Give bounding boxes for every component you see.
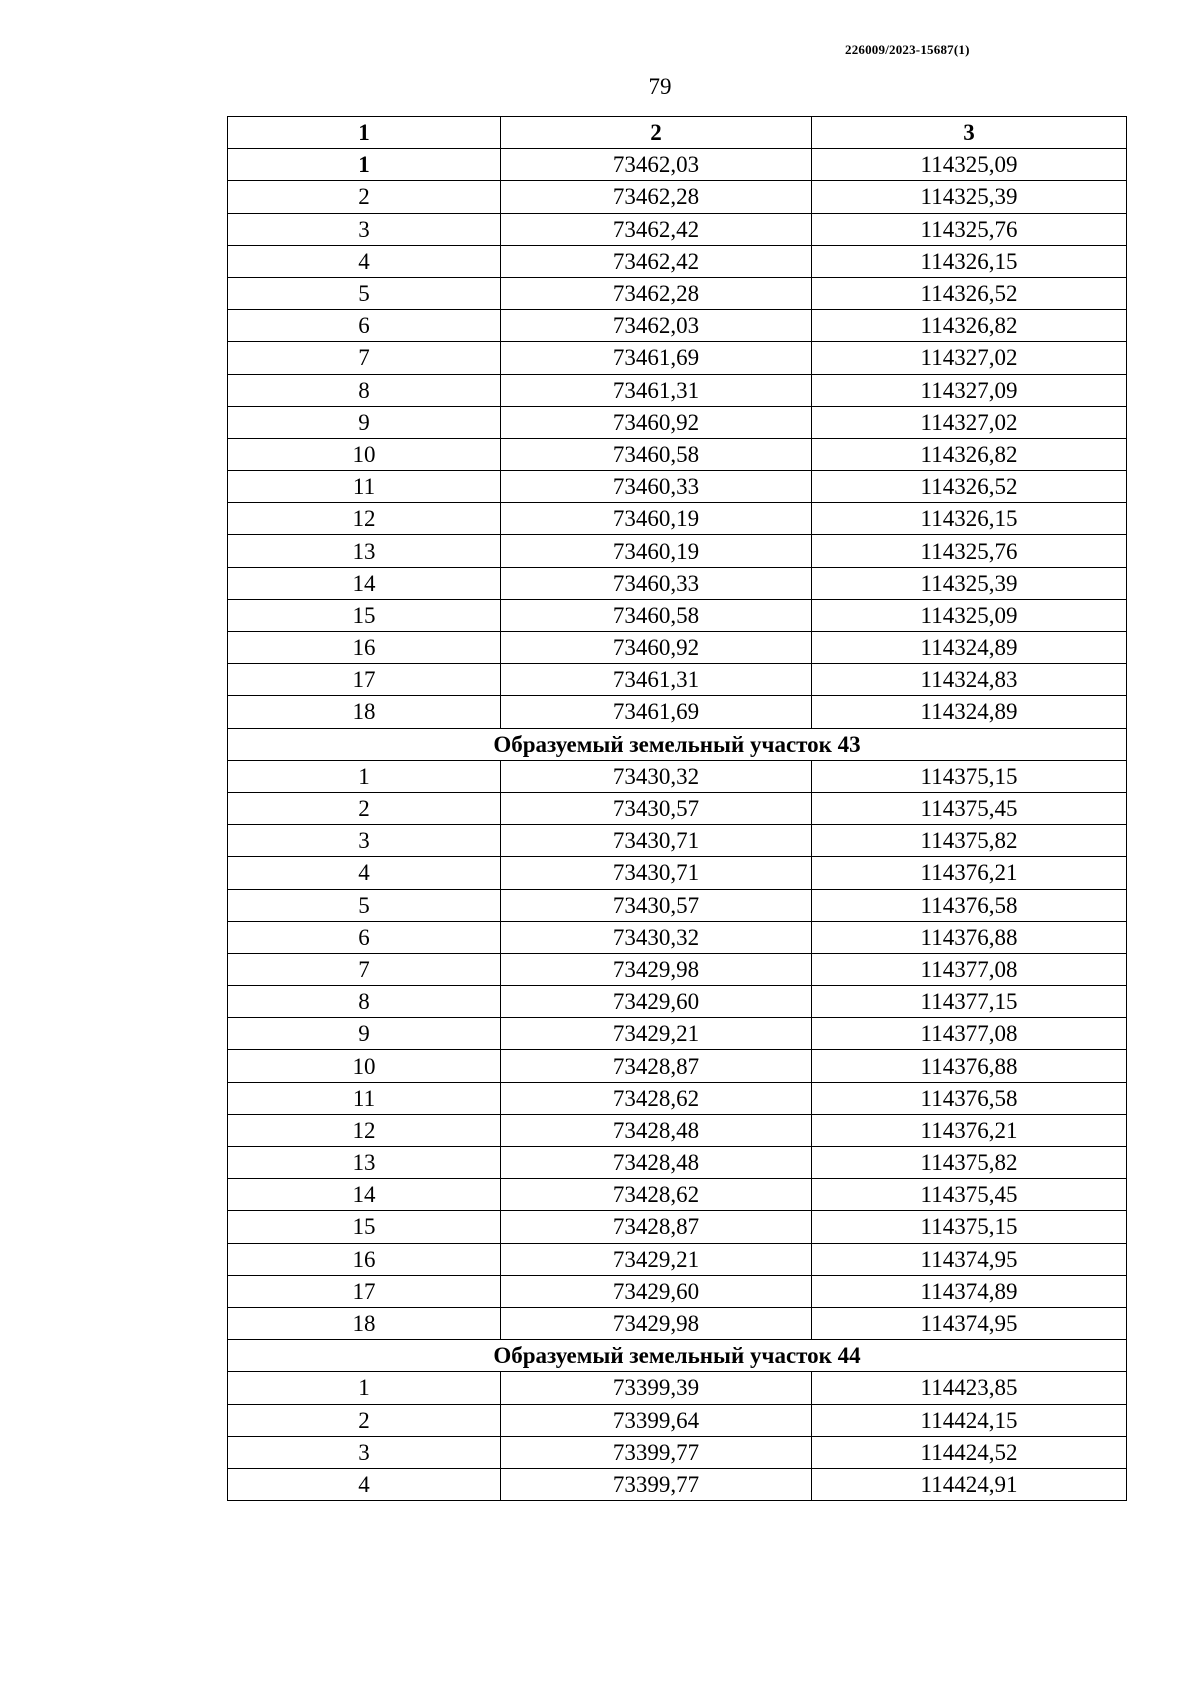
table-row	[228, 825, 1127, 857]
y-coordinate-cell: 114325,09	[812, 149, 1127, 181]
table-row	[228, 1404, 1127, 1436]
point-number-cell: 13	[228, 535, 501, 567]
table-row	[228, 1436, 1127, 1468]
table-row	[228, 503, 1127, 535]
table-row	[228, 1114, 1127, 1146]
x-coordinate-cell: 73430,32	[501, 760, 812, 792]
point-number-cell: 9	[228, 406, 501, 438]
table-row	[228, 953, 1127, 985]
x-coordinate-cell: 73462,28	[501, 181, 812, 213]
x-coordinate-cell: 73460,58	[501, 438, 812, 470]
x-coordinate-cell: 73462,42	[501, 245, 812, 277]
y-coordinate-cell: 114325,39	[812, 181, 1127, 213]
x-coordinate-cell: 73460,92	[501, 406, 812, 438]
column-header-x-coordinate: 2	[501, 117, 812, 149]
table-row	[228, 664, 1127, 696]
table-row	[228, 1179, 1127, 1211]
y-coordinate-cell: 114375,15	[812, 760, 1127, 792]
point-number-cell: 8	[228, 986, 501, 1018]
x-coordinate-cell: 73429,21	[501, 1018, 812, 1050]
table-row	[228, 471, 1127, 503]
table-row	[228, 696, 1127, 728]
y-coordinate-cell: 114376,88	[812, 921, 1127, 953]
point-number-cell: 2	[228, 792, 501, 824]
table-row	[228, 1275, 1127, 1307]
table-header-row	[228, 117, 1127, 149]
x-coordinate-cell: 73461,31	[501, 374, 812, 406]
table-row	[228, 535, 1127, 567]
point-number-cell: 3	[228, 1436, 501, 1468]
point-number-cell: 6	[228, 310, 501, 342]
x-coordinate-cell: 73430,71	[501, 825, 812, 857]
y-coordinate-cell: 114375,45	[812, 792, 1127, 824]
x-coordinate-cell: 73460,92	[501, 632, 812, 664]
x-coordinate-cell: 73399,39	[501, 1372, 812, 1404]
table-row	[228, 406, 1127, 438]
y-coordinate-cell: 114324,89	[812, 632, 1127, 664]
y-coordinate-cell: 114326,15	[812, 503, 1127, 535]
table-row	[228, 245, 1127, 277]
y-coordinate-cell: 114324,89	[812, 696, 1127, 728]
table-row	[228, 1372, 1127, 1404]
y-coordinate-cell: 114374,89	[812, 1275, 1127, 1307]
y-coordinate-cell: 114325,76	[812, 213, 1127, 245]
column-header-point-number: 1	[228, 117, 501, 149]
x-coordinate-cell: 73430,71	[501, 857, 812, 889]
y-coordinate-cell: 114375,15	[812, 1211, 1127, 1243]
x-coordinate-cell: 73460,33	[501, 471, 812, 503]
table-row	[228, 1082, 1127, 1114]
y-coordinate-cell: 114326,52	[812, 277, 1127, 309]
section-title: Образуемый земельный участок 43	[228, 728, 1127, 760]
page-number: 79	[648, 74, 672, 99]
x-coordinate-cell: 73461,69	[501, 342, 812, 374]
point-number-cell: 4	[228, 1468, 501, 1500]
y-coordinate-cell: 114325,39	[812, 567, 1127, 599]
y-coordinate-cell: 114374,95	[812, 1307, 1127, 1339]
table-row	[228, 921, 1127, 953]
point-number-cell: 15	[228, 599, 501, 631]
x-coordinate-cell: 73399,77	[501, 1468, 812, 1500]
x-coordinate-cell: 73429,60	[501, 1275, 812, 1307]
x-coordinate-cell: 73399,64	[501, 1404, 812, 1436]
table-row	[228, 1211, 1127, 1243]
table-header	[228, 117, 1127, 149]
x-coordinate-cell: 73462,03	[501, 310, 812, 342]
y-coordinate-cell: 114377,08	[812, 1018, 1127, 1050]
y-coordinate-cell: 114324,83	[812, 664, 1127, 696]
document-reference-number: 226009/2023-15687(1)	[845, 42, 970, 57]
x-coordinate-cell: 73460,19	[501, 535, 812, 567]
y-coordinate-cell: 114376,58	[812, 1082, 1127, 1114]
point-number-cell: 16	[228, 632, 501, 664]
table-row	[228, 149, 1127, 181]
x-coordinate-cell: 73428,62	[501, 1179, 812, 1211]
table-row	[228, 213, 1127, 245]
x-coordinate-cell: 73462,03	[501, 149, 812, 181]
point-number-cell: 6	[228, 921, 501, 953]
y-coordinate-cell: 114375,45	[812, 1179, 1127, 1211]
point-number-cell: 1	[228, 760, 501, 792]
y-coordinate-cell: 114327,09	[812, 374, 1127, 406]
y-coordinate-cell: 114375,82	[812, 1147, 1127, 1179]
y-coordinate-cell: 114424,15	[812, 1404, 1127, 1436]
x-coordinate-cell: 73428,48	[501, 1147, 812, 1179]
x-coordinate-cell: 73460,33	[501, 567, 812, 599]
point-number-cell: 2	[228, 181, 501, 213]
table-row	[228, 438, 1127, 470]
table-row	[228, 1468, 1127, 1500]
table-row	[228, 277, 1127, 309]
table-row	[228, 1050, 1127, 1082]
y-coordinate-cell: 114375,82	[812, 825, 1127, 857]
table-row	[228, 632, 1127, 664]
x-coordinate-cell: 73430,57	[501, 889, 812, 921]
point-number-cell: 12	[228, 1114, 501, 1146]
point-number-cell: 5	[228, 889, 501, 921]
y-coordinate-cell: 114424,91	[812, 1468, 1127, 1500]
x-coordinate-cell: 73429,98	[501, 953, 812, 985]
x-coordinate-cell: 73430,32	[501, 921, 812, 953]
x-coordinate-cell: 73430,57	[501, 792, 812, 824]
table-body	[228, 149, 1127, 1501]
point-number-cell: 4	[228, 857, 501, 889]
section-title-row	[228, 728, 1127, 760]
point-number-cell: 14	[228, 567, 501, 599]
table-row	[228, 181, 1127, 213]
x-coordinate-cell: 73428,62	[501, 1082, 812, 1114]
table-row	[228, 1018, 1127, 1050]
y-coordinate-cell: 114326,15	[812, 245, 1127, 277]
point-number-cell: 9	[228, 1018, 501, 1050]
section-title-row	[228, 1340, 1127, 1372]
table-row	[228, 889, 1127, 921]
point-number-cell: 11	[228, 1082, 501, 1114]
y-coordinate-cell: 114376,58	[812, 889, 1127, 921]
y-coordinate-cell: 114327,02	[812, 406, 1127, 438]
table-row	[228, 760, 1127, 792]
point-number-cell: 17	[228, 664, 501, 696]
table-row	[228, 1147, 1127, 1179]
point-number-cell: 16	[228, 1243, 501, 1275]
point-number-cell: 3	[228, 825, 501, 857]
y-coordinate-cell: 114376,21	[812, 1114, 1127, 1146]
y-coordinate-cell: 114376,21	[812, 857, 1127, 889]
x-coordinate-cell: 73428,87	[501, 1050, 812, 1082]
table-row	[228, 599, 1127, 631]
point-number-cell: 7	[228, 342, 501, 374]
y-coordinate-cell: 114424,52	[812, 1436, 1127, 1468]
point-number-cell: 14	[228, 1179, 501, 1211]
point-number-cell: 8	[228, 374, 501, 406]
point-number-cell: 10	[228, 438, 501, 470]
table-row	[228, 567, 1127, 599]
point-number-cell: 12	[228, 503, 501, 535]
column-header-y-coordinate: 3	[812, 117, 1127, 149]
point-number-cell: 18	[228, 1307, 501, 1339]
y-coordinate-cell: 114423,85	[812, 1372, 1127, 1404]
table-row	[228, 792, 1127, 824]
y-coordinate-cell: 114376,88	[812, 1050, 1127, 1082]
x-coordinate-cell: 73428,87	[501, 1211, 812, 1243]
point-number-cell: 1	[228, 149, 501, 181]
x-coordinate-cell: 73462,28	[501, 277, 812, 309]
x-coordinate-cell: 73429,98	[501, 1307, 812, 1339]
point-number-cell: 13	[228, 1147, 501, 1179]
table-row	[228, 1243, 1127, 1275]
table-row	[228, 342, 1127, 374]
y-coordinate-cell: 114327,02	[812, 342, 1127, 374]
point-number-cell: 7	[228, 953, 501, 985]
table-row	[228, 857, 1127, 889]
point-number-cell: 11	[228, 471, 501, 503]
x-coordinate-cell: 73461,31	[501, 664, 812, 696]
point-number-cell: 4	[228, 245, 501, 277]
section-title: Образуемый земельный участок 44	[228, 1340, 1127, 1372]
coordinates-table	[227, 116, 1127, 1501]
point-number-cell: 5	[228, 277, 501, 309]
y-coordinate-cell: 114325,09	[812, 599, 1127, 631]
y-coordinate-cell: 114377,08	[812, 953, 1127, 985]
point-number-cell: 1	[228, 1372, 501, 1404]
x-coordinate-cell: 73462,42	[501, 213, 812, 245]
y-coordinate-cell: 114377,15	[812, 986, 1127, 1018]
x-coordinate-cell: 73429,60	[501, 986, 812, 1018]
table-row	[228, 986, 1127, 1018]
point-number-cell: 2	[228, 1404, 501, 1436]
x-coordinate-cell: 73460,58	[501, 599, 812, 631]
point-number-cell: 17	[228, 1275, 501, 1307]
y-coordinate-cell: 114326,52	[812, 471, 1127, 503]
x-coordinate-cell: 73461,69	[501, 696, 812, 728]
y-coordinate-cell: 114326,82	[812, 310, 1127, 342]
x-coordinate-cell: 73429,21	[501, 1243, 812, 1275]
point-number-cell: 10	[228, 1050, 501, 1082]
y-coordinate-cell: 114374,95	[812, 1243, 1127, 1275]
table-row	[228, 310, 1127, 342]
y-coordinate-cell: 114325,76	[812, 535, 1127, 567]
point-number-cell: 3	[228, 213, 501, 245]
x-coordinate-cell: 73460,19	[501, 503, 812, 535]
point-number-cell: 18	[228, 696, 501, 728]
x-coordinate-cell: 73428,48	[501, 1114, 812, 1146]
table-row	[228, 1307, 1127, 1339]
y-coordinate-cell: 114326,82	[812, 438, 1127, 470]
table-row	[228, 374, 1127, 406]
point-number-cell: 15	[228, 1211, 501, 1243]
x-coordinate-cell: 73399,77	[501, 1436, 812, 1468]
